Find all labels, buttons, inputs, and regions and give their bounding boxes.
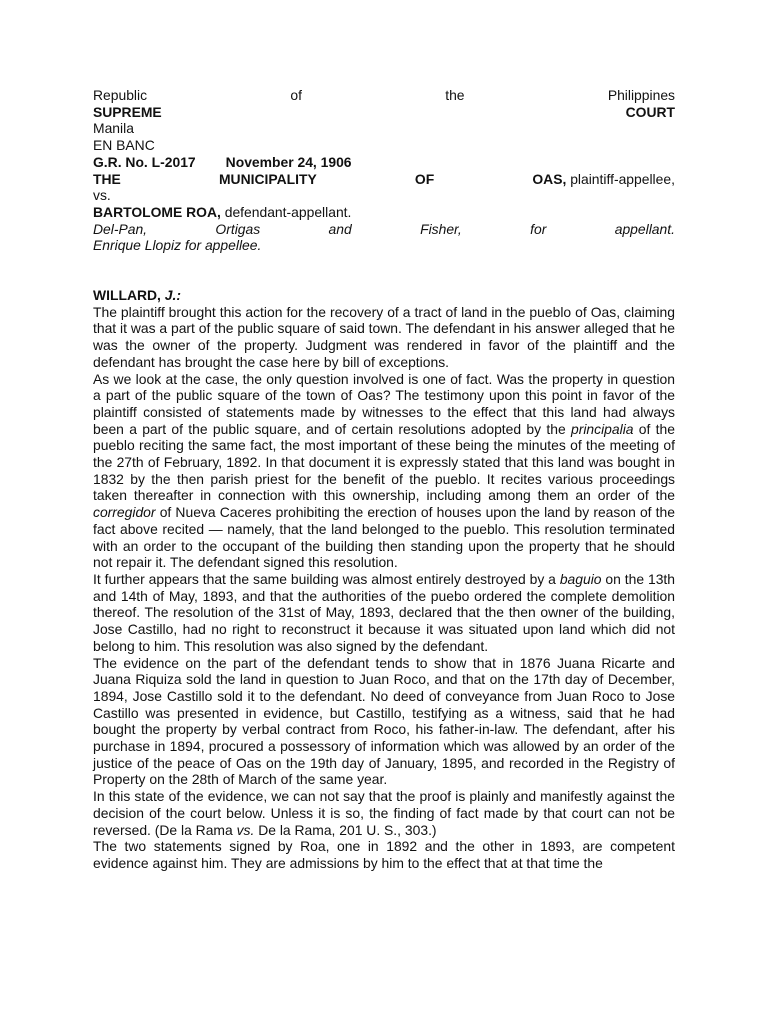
opinion-paragraph — [93, 571, 675, 655]
counsel-word: Ortigas — [215, 220, 261, 237]
text-run: As we look at the case, the only question involved is one of fact. Was the property in question a part of the public square of the town of Oas? The testimony upon this point in favor of the plaintiff consisted of statements made by witnesses to the effect that this land had always been a part of the public square, and of certain resolutions adopted by the — [93, 370, 675, 437]
opinion-paragraph — [93, 788, 675, 838]
counsel-word: Del-Pan, — [93, 220, 148, 237]
document-body — [93, 87, 675, 872]
plaintiff-line — [93, 171, 675, 188]
header-word: Philippines — [607, 87, 675, 103]
emphasis: principalia — [570, 420, 634, 437]
gr-number: G.R. No. L-2017 — [93, 153, 196, 170]
plaintiff-role: plaintiff-appellee, — [570, 170, 675, 187]
court-word: COURT — [625, 103, 675, 120]
defendant-role: defendant-appellant. — [224, 203, 352, 220]
plaintiff-word: MUNICIPALITY — [218, 170, 317, 187]
division: EN BANC — [93, 137, 155, 154]
text-run: In this state of the evidence, we can not say that the proof is plainly and manifestly against the decision of the court below. Unless it is so, the finding of fact made by that court can not be reversed. (De la Rama — [93, 788, 675, 838]
emphasis: corregidor — [93, 504, 156, 521]
court-word: SUPREME — [93, 103, 162, 120]
text-run: It further appears that the same building was almost entirely destroyed by a — [93, 570, 560, 587]
defendant-name: BARTOLOME ROA, — [93, 203, 221, 220]
justice-name: WILLARD, — [93, 287, 161, 304]
opinion-paragraph: The evidence on the part of the defendant tends to show that in 1876 Juana Ricarte and Juana Riquiza sold the land in question to Juan Roco, and that on the 17th day of December, 1894, Jose Castillo sold it to the defendant. No deed of conveyance from Juan Roco to Jose Castillo was presented in evidence, but Castillo, testifying as a witness, said that he had bought the property by verbal contract from Roco, his father-in-law. The defendant, after his purchase in 1894, procured a possessory of information which was allowed by an order of the justice of the peace of Oas on the 19th day of January, 1895, and recorded in the Registry of Property on the 28th of March of the same year. — [93, 654, 675, 788]
text-run: of the pueblo reciting the same fact, the most important of these being the minutes of the meeting of the 27th of February, 1892. In that document it is expressly stated that this land was bought in 1832 by the then parish priest for the benefit of the pueblo. It recites various proceedings taken thereafter in connection with this ownership, including among them an order of the — [93, 420, 675, 504]
plaintiff-name-end: OAS, — [532, 170, 567, 187]
plaintiff-tail — [532, 171, 675, 188]
text-run: De la Rama, 201 U. S., 303.) — [254, 821, 437, 838]
emphasis: baguio — [559, 570, 602, 587]
spacer — [93, 254, 675, 287]
opinion-author-line — [93, 287, 675, 304]
emphasis: vs. — [236, 821, 255, 838]
counsel-appellee: Enrique Llopiz for appellee. — [93, 237, 262, 254]
opinion-paragraph: The two statements signed by Roa, one in 1892 and the other in 1893, are competent evidence against him. They are admissions by him to the effect that at that time the — [93, 838, 675, 871]
text-run: on the 13th and 14th of May, 1893, and that the authorities of the puebo ordered the complete demolition thereof. The resolution of the 31st of May, 1893, declared that the then owner of the building, Jose Castillo, had no right to reconstruct it because it was situated upon land which did not belong to him. This resolution was also signed by the defendant. — [93, 570, 676, 654]
versus: vs. — [93, 187, 111, 204]
header-word: the — [445, 87, 465, 103]
text-run: of Nueva Caceres prohibiting the erection of houses upon the land by reason of the fact above recited — namely, that the land belonged to the pueblo. This resolution terminated with an order to the occupant of the building then standing upon the property that he should not repair it. The defendant signed this resolution. — [93, 504, 675, 571]
opinion-paragraph: The plaintiff brought this action for the recovery of a tract of land in the pueblo of Oas, claiming that it was a part of the public square of said town. The defendant in his answer alleged that he was the owner of the property. Judgment was rendered in favor of the plaintiff and the defendant has brought the case here by bill of exceptions. — [93, 303, 675, 370]
case-number-line — [93, 154, 675, 171]
city: Manila — [93, 120, 134, 137]
header-word: Republic — [93, 87, 148, 103]
counsel-appellant-line — [93, 221, 675, 238]
counsel-word: Fisher, — [420, 220, 462, 237]
decision-date: November 24, 1906 — [225, 153, 352, 170]
republic-line — [93, 87, 675, 104]
opinion-paragraph — [93, 371, 675, 571]
justice-title: J.: — [164, 287, 181, 304]
defendant-line — [93, 204, 675, 221]
plaintiff-word: THE — [93, 170, 121, 187]
header-word: of — [290, 87, 302, 103]
counsel-word: appellant. — [614, 220, 675, 237]
counsel-word: for — [530, 220, 547, 237]
court-line — [93, 104, 675, 121]
plaintiff-word: OF — [414, 170, 435, 187]
counsel-word: and — [328, 220, 352, 237]
